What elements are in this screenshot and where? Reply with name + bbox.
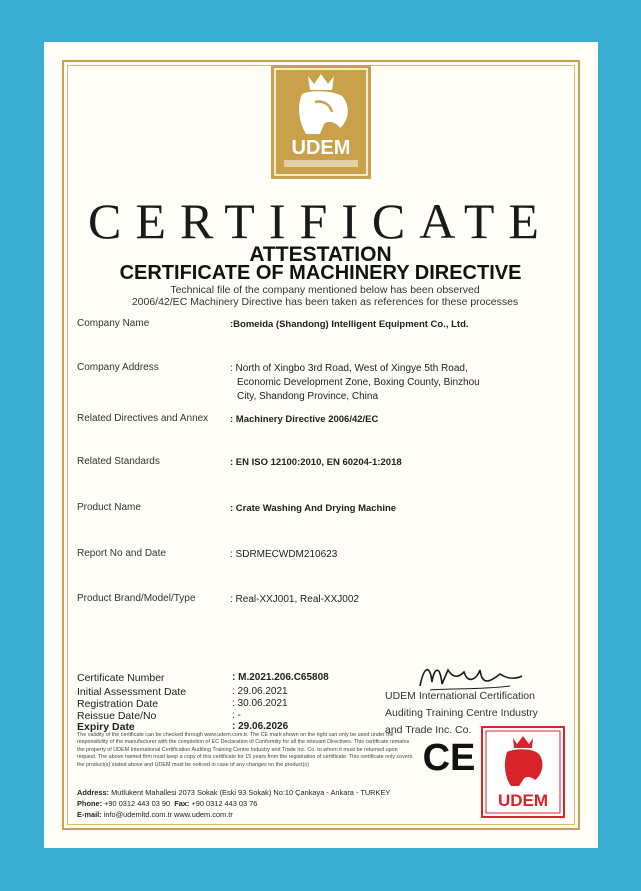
field-label-report-no: Report No and Date (77, 548, 166, 559)
address-line-2: Economic Development Zone, Boxing County, Binzhou (237, 377, 480, 388)
intro-line-1: Technical file of the company mentioned below has been observed (170, 284, 480, 296)
contact-phone-fax (77, 799, 257, 808)
cert-number-value: : M.2021.206.C65808 (232, 672, 329, 683)
ce-mark-icon (420, 736, 478, 776)
expiry-date-label: Expiry Date (77, 721, 135, 733)
logo-text: UDEM (291, 137, 351, 159)
fax-value: +90 0312 443 03 76 (191, 799, 258, 808)
contact-address (77, 788, 390, 797)
auditor-line-1: UDEM International Certification (385, 690, 535, 702)
field-value-report-no: : SDRMECWDM210623 (230, 549, 338, 560)
field-value-company-address (230, 362, 520, 404)
svg-text:UDEM: UDEM (497, 791, 549, 810)
cert-number-label: Certificate Number (77, 672, 165, 684)
field-value-brand-model: : Real-XXJ001, Real-XXJ002 (230, 594, 359, 605)
registration-date-label: Registration Date (77, 698, 159, 710)
auditor-line-3: and Trade Inc. Co. (385, 724, 472, 736)
field-label-brand-model: Product Brand/Model/Type (77, 593, 196, 604)
field-label-company-address: Company Address (77, 362, 159, 373)
field-label-standards: Related Standards (77, 456, 160, 467)
phone-label: Phone: (77, 799, 103, 808)
registration-date-value: : 30.06.2021 (232, 698, 288, 709)
field-label-product-name: Product Name (77, 502, 141, 513)
address-value: Mutlukent Mahallesi 2073 Sokak (Eski 93 Sokak) No:10 Çankaya - Ankara - TURKEY (111, 788, 391, 797)
field-value-standards: : EN ISO 12100:2010, EN 60204-1:2018 (230, 457, 402, 468)
field-label-directives: Related Directives and Annex (77, 413, 209, 424)
initial-assessment-label: Initial Assessment Date (77, 686, 187, 698)
intro-text (110, 284, 540, 308)
reissue-value: : - (232, 710, 241, 721)
certificate-title: CERTIFICATE (88, 193, 553, 249)
expiry-date-value: : 29.06.2026 (232, 721, 289, 732)
auditor-line-2: Auditing Training Centre Industry (385, 707, 538, 719)
fineprint: The validity of the certificate can be checked through www.udem.com.tr. The CE mark shown on the right can only be used under the responsibility of the manufacturer with the completion of EC Declaration of Conformity for all the relevant Directives. This certificate remains the property of UDEM International Certification Auditing Training Centre Industry and Trade Inc. Co. to whom it must be returned upon request. The above named firm must keep a copy of this certificate for 15 years from the registration of certificate. This certificate only covers the product(s) stated above and UDEM must be noticed in case of any changes on the product(s) (77, 732, 413, 768)
address-label: Address: (77, 788, 110, 797)
svg-text:CE: CE (422, 737, 476, 776)
attestation-heading: ATTESTATION (249, 243, 392, 266)
reissue-label: Reissue Date/No (77, 710, 157, 722)
address-line-3: City, Shandong Province, China (237, 391, 379, 402)
intro-line-2: 2006/42/EC Machinery Directive has been taken as references for these processes (131, 296, 519, 308)
phone-value: +90 0312 443 03 90 (104, 799, 171, 808)
udem-logo (270, 64, 372, 180)
udem-stamp (481, 726, 565, 818)
email-label: E-mail: (77, 810, 102, 819)
contact-email (77, 810, 233, 819)
address-line-1: : North of Xingbo 3rd Road, West of Xingye 5th Road, (230, 363, 468, 374)
certificate-subtitle: CERTIFICATE OF MACHINERY DIRECTIVE (119, 262, 522, 284)
fax-label: Fax: (174, 799, 190, 808)
field-value-product-name: : Crate Washing And Drying Machine (230, 503, 397, 514)
email-value: info@udemltd.com.tr www.udem.com.tr (103, 810, 233, 819)
field-label-company-name: Company Name (77, 318, 150, 329)
field-value-directives: : Machinery Directive 2006/42/EC (230, 414, 379, 425)
initial-assessment-value: : 29.06.2021 (232, 686, 288, 697)
field-value-company-name: :Bomeida (Shandong) Intelligent Equipment Co., Ltd. (230, 319, 469, 330)
